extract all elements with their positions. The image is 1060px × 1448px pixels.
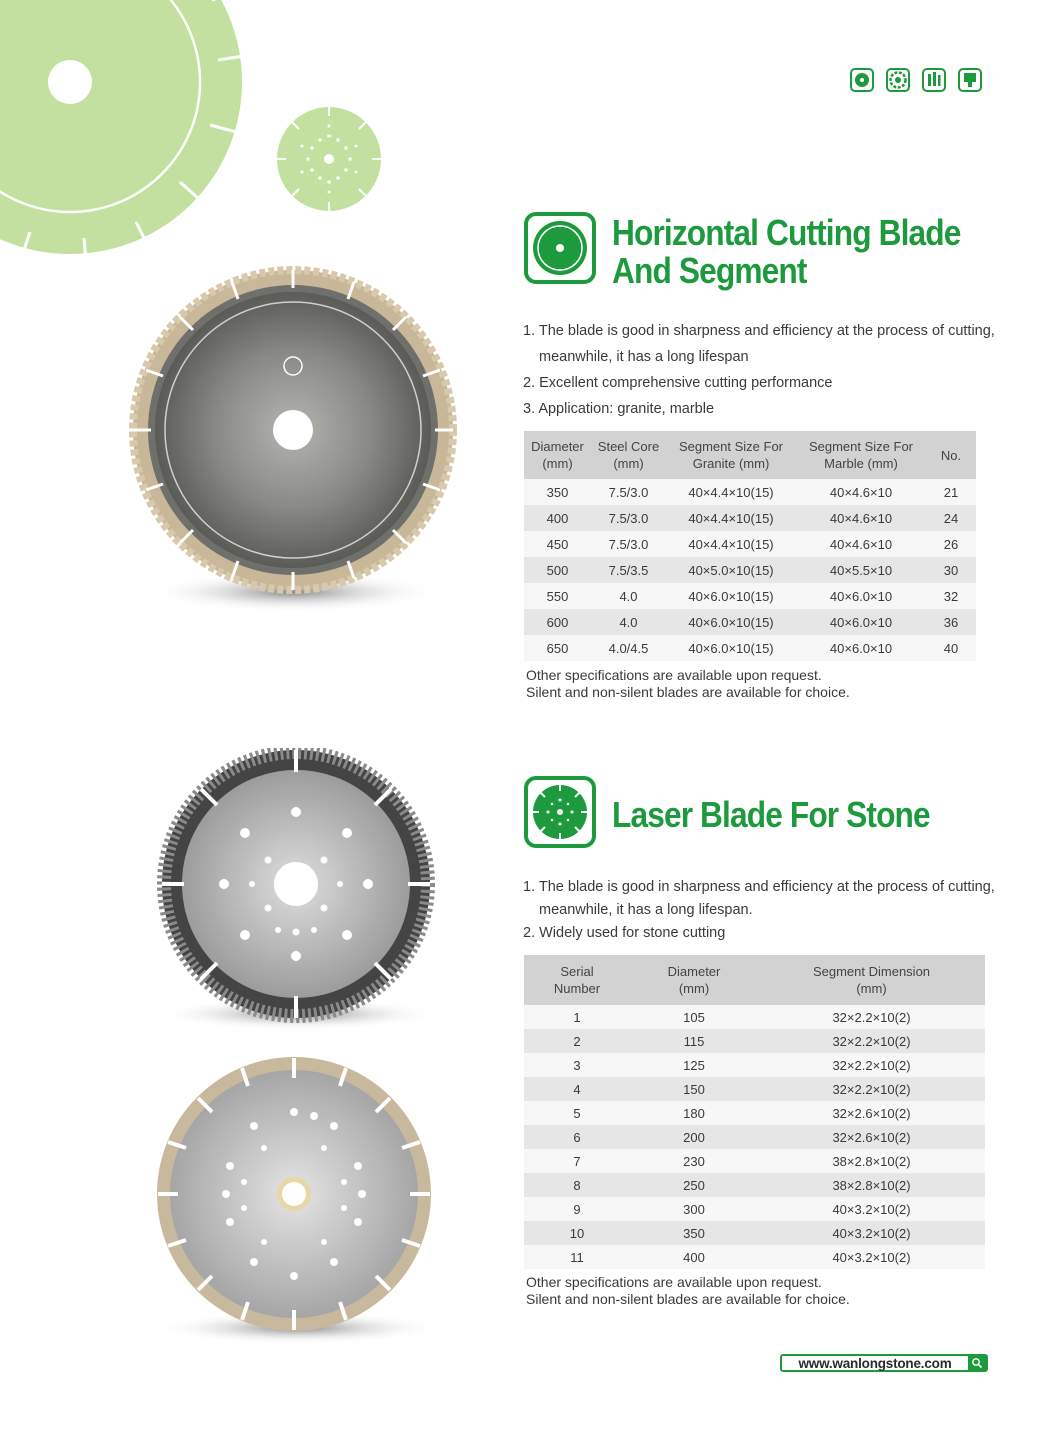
section1-title-line1: Horizontal Cutting Blade	[612, 212, 961, 253]
search-icon	[968, 1356, 986, 1370]
note-line: Other specifications are available upon request.	[526, 667, 822, 683]
table-row: 8 250 38×2.8×10(2)	[524, 1173, 985, 1197]
decorative-small-blade	[276, 106, 382, 212]
note-line: Other specifications are available upon request.	[526, 1274, 822, 1290]
table-row: 350 7.5/3.0 40×4.4×10(15) 40×4.6×10 21	[524, 479, 976, 505]
table-row: 9 300 40×3.2×10(2)	[524, 1197, 985, 1221]
laser-blade-image-turbo	[148, 748, 448, 1038]
column-header: Segment Size For Granite (mm)	[666, 431, 796, 479]
section2-notes	[526, 1274, 850, 1308]
table-row: 6 200 32×2.6×10(2)	[524, 1125, 985, 1149]
feature-line: meanwhile, it has a long lifespan	[539, 349, 749, 365]
website-text[interactable]: www.wanlongstone.com	[798, 1355, 952, 1371]
section2-spec-table	[524, 955, 985, 1269]
table-row: 600 4.0 40×6.0×10(15) 40×6.0×10 36	[524, 609, 976, 635]
horizontal-blade-image	[128, 262, 458, 622]
column-header: Steel Core (mm)	[591, 431, 666, 479]
laser-blade-icon	[524, 776, 596, 848]
section1-spec-table	[524, 431, 976, 661]
column-header: Serial Number	[524, 955, 630, 1005]
table-row: 550 4.0 40×6.0×10(15) 40×6.0×10 32	[524, 583, 976, 609]
segment-icon[interactable]	[958, 68, 982, 92]
top-icons	[850, 68, 982, 92]
table-row: 650 4.0/4.5 40×6.0×10(15) 40×6.0×10 40	[524, 635, 976, 661]
table-row: 10 350 40×3.2×10(2)	[524, 1221, 985, 1245]
decorative-large-blade	[0, 0, 260, 270]
table-row: 7 230 38×2.8×10(2)	[524, 1149, 985, 1173]
feature-line: 1. The blade is good in sharpness and efficiency at the process of cutting,	[523, 879, 995, 895]
circular-blade-icon	[524, 212, 596, 284]
table-row: 5 180 32×2.6×10(2)	[524, 1101, 985, 1125]
note-line: Silent and non-silent blades are available for choice.	[526, 684, 850, 700]
feature-line: 2. Widely used for stone cutting	[523, 925, 726, 941]
section1-title	[612, 214, 960, 290]
column-header: Diameter (mm)	[630, 955, 758, 1005]
saw-blade-icon[interactable]	[850, 68, 874, 92]
table-row: 2 115 32×2.2×10(2)	[524, 1029, 985, 1053]
segmented-blade-icon[interactable]	[886, 68, 910, 92]
core-bit-icon[interactable]	[922, 68, 946, 92]
feature-line: 3. Application: granite, marble	[523, 401, 715, 417]
column-header: Diameter (mm)	[524, 431, 591, 479]
column-header: Segment Dimension (mm)	[758, 955, 985, 1005]
column-header: No.	[926, 431, 976, 479]
table-row: 3 125 32×2.2×10(2)	[524, 1053, 985, 1077]
table-row: 4 150 32×2.2×10(2)	[524, 1077, 985, 1101]
section2-features	[523, 876, 995, 945]
table-row: 1 105 32×2.2×10(2)	[524, 1005, 985, 1029]
table-row: 11 400 40×3.2×10(2)	[524, 1245, 985, 1269]
section1-features	[523, 318, 995, 422]
section2-title: Laser Blade For Stone	[612, 794, 930, 835]
feature-line: meanwhile, it has a long lifespan.	[539, 902, 753, 918]
table-row: 450 7.5/3.0 40×4.4×10(15) 40×4.6×10 26	[524, 531, 976, 557]
section1-notes	[526, 667, 850, 701]
website-link[interactable]	[780, 1354, 988, 1372]
column-header: Segment Size For Marble (mm)	[796, 431, 926, 479]
table-row: 400 7.5/3.0 40×4.4×10(15) 40×4.6×10 24	[524, 505, 976, 531]
feature-line: 2. Excellent comprehensive cutting performance	[523, 375, 833, 391]
note-line: Silent and non-silent blades are available for choice.	[526, 1291, 850, 1307]
section1-title-line2: And Segment	[612, 250, 807, 291]
feature-line: 1. The blade is good in sharpness and efficiency at the process of cutting,	[523, 323, 995, 339]
laser-blade-image	[148, 1056, 448, 1350]
table-row: 500 7.5/3.5 40×5.0×10(15) 40×5.5×10 30	[524, 557, 976, 583]
